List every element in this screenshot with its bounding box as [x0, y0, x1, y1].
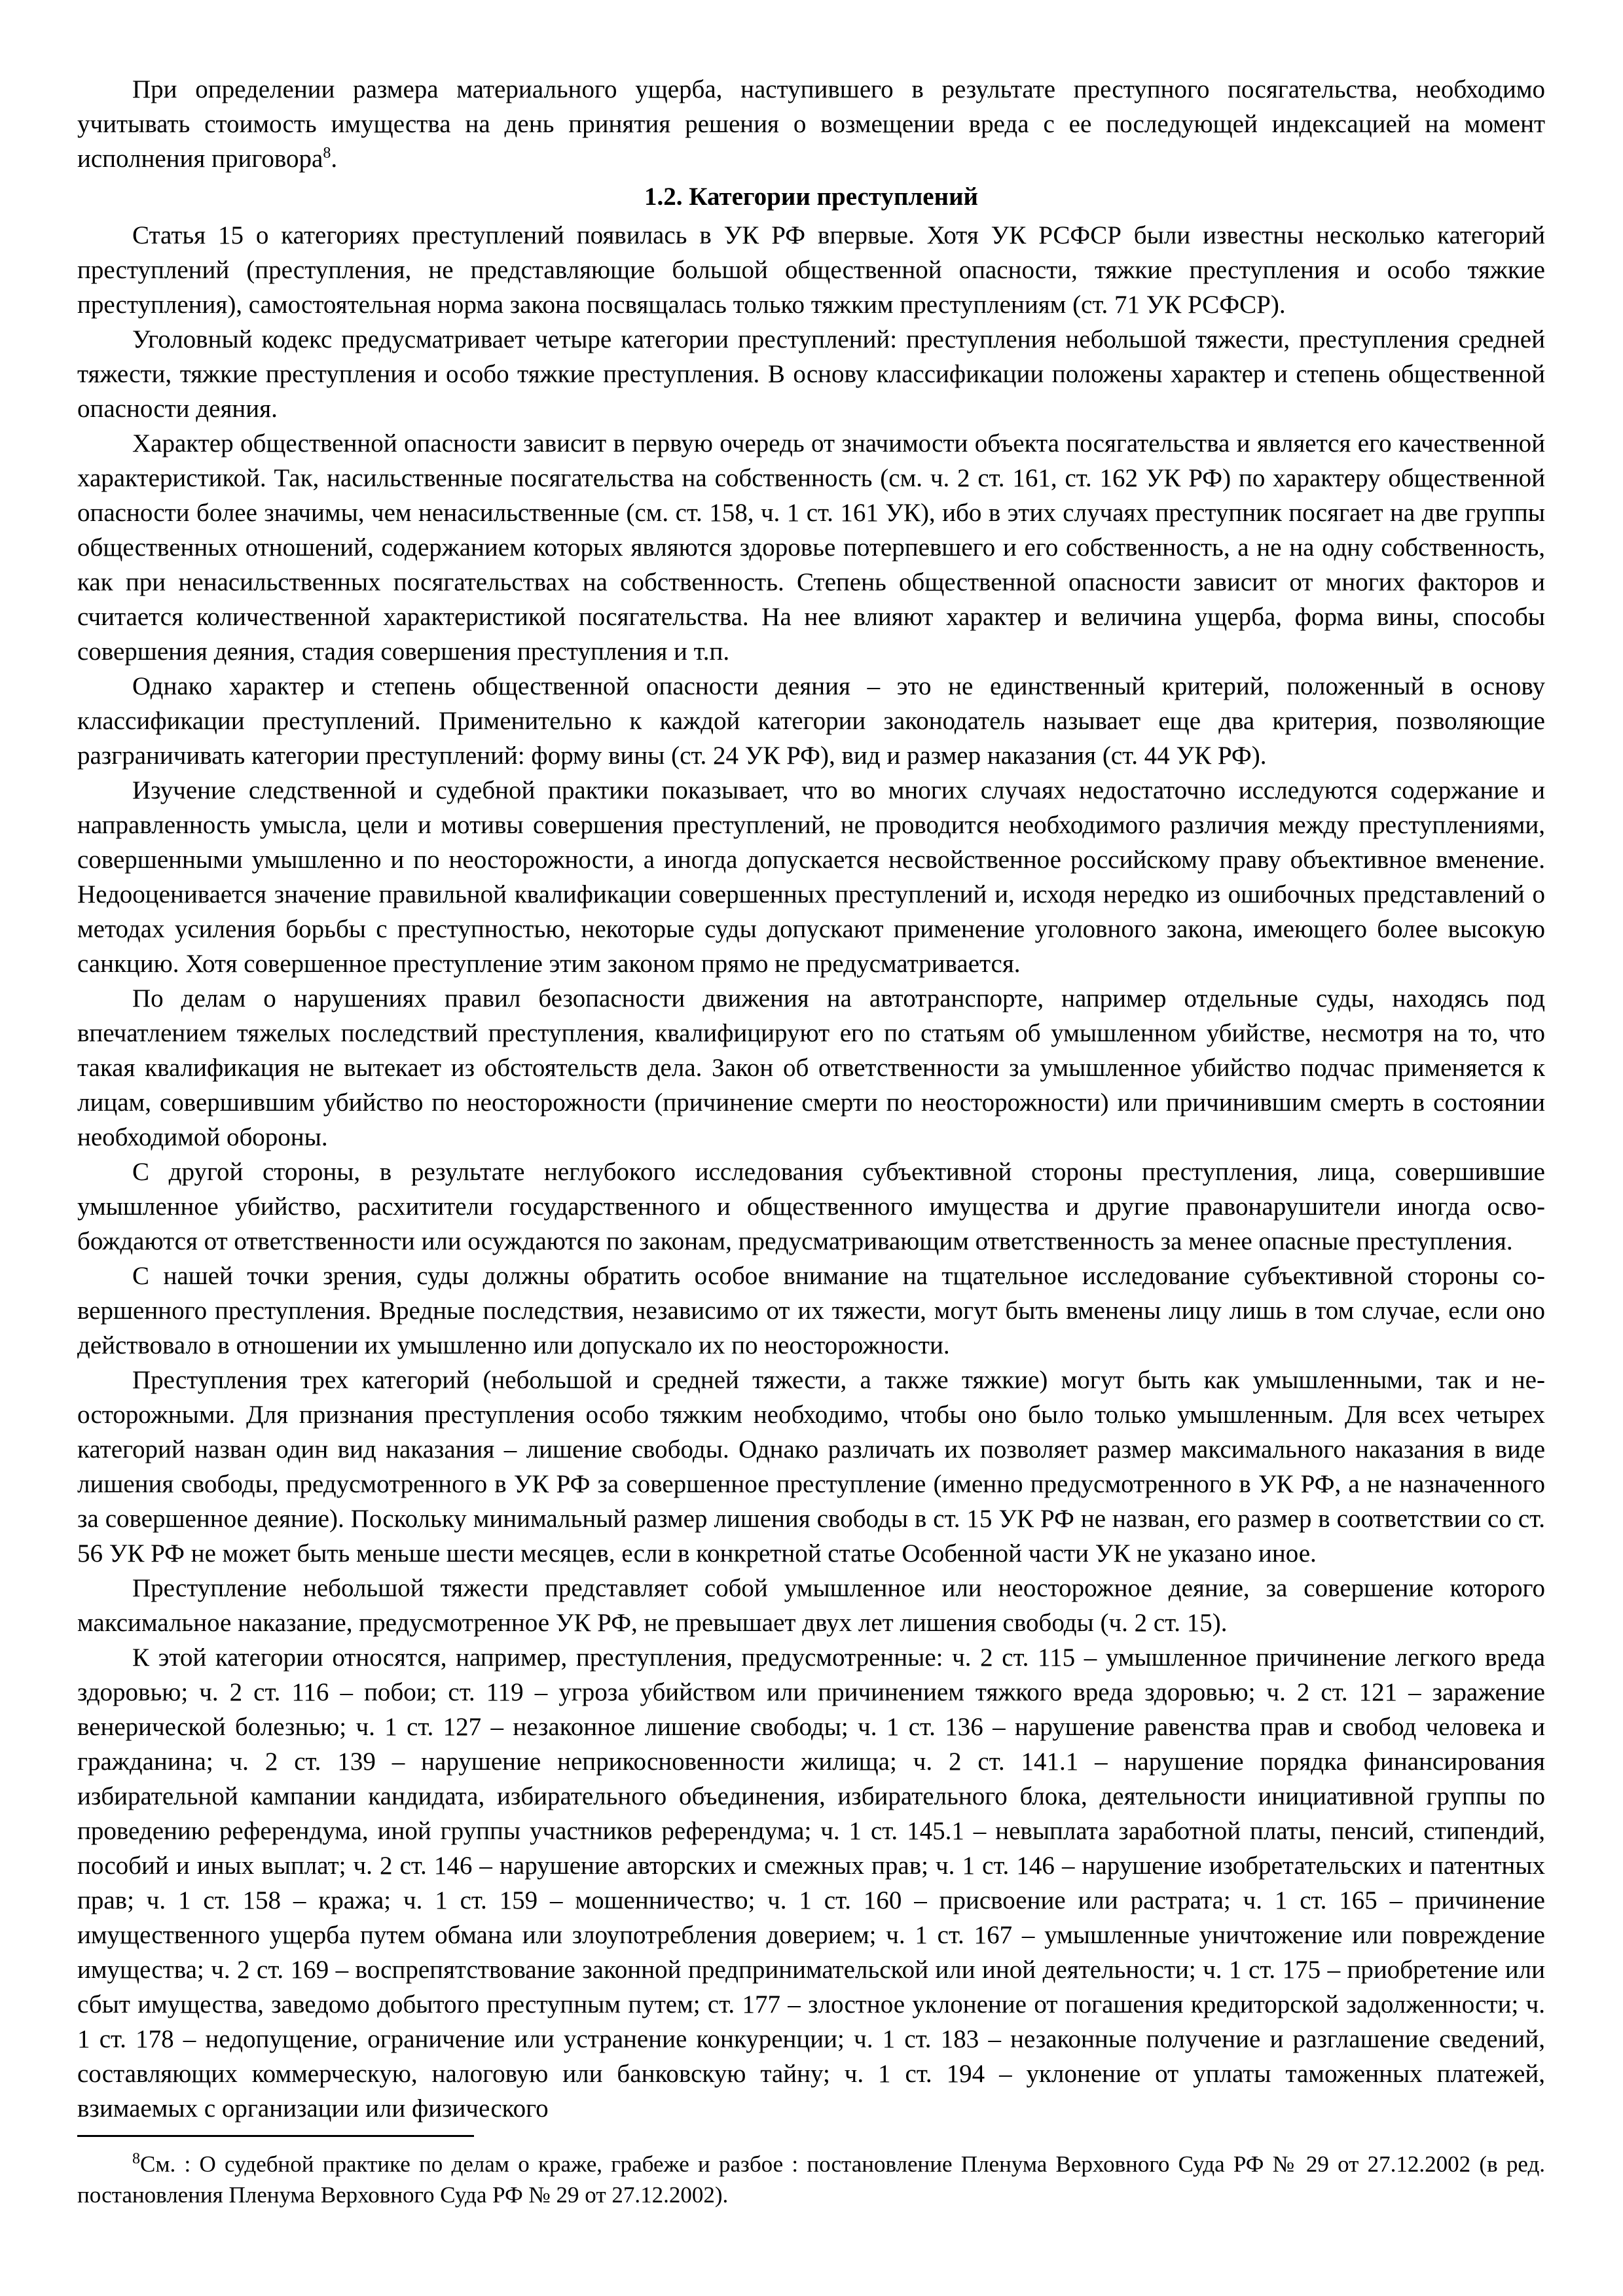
paragraph-text: При определении размера материального ущерба, наступившего в результате преступного посягательства, необходимо учитывать стоимость имущества на день принятия решения о возмещении вреда с ее последующей индексацией на момент исполнения приговора — [77, 75, 1545, 173]
footnote-number: 8 — [132, 2150, 140, 2168]
paragraph-material-damage — [77, 72, 1545, 176]
footnotes-area — [77, 2135, 1545, 2210]
footnote-divider — [77, 2135, 474, 2137]
paragraph-four-categories: Уголовный кодекс предусматривает четыре категории преступлений: преступления небольшой тяжести, преступления средней тяжести, тяжкие преступления и особо тяжкие преступления. В основу классификации положены характер и степень общественной опасности деяния. — [77, 325, 1545, 423]
paragraph-other-side: С другой стороны, в результате неглубокого исследования субъективной стороны преступления, лица, совершившие умышленное убийство, расхитители государственного и общественного имущества и другие правонарушители иногда освобождаются от ответственности или осуждаются по законам, предусматривающим ответственность за менее опасные преступления. — [77, 1158, 1545, 1255]
paragraph-article-15: Статья 15 о категориях преступлений появилась в УК РФ впервые. Хотя УК РСФСР были известны несколько категорий преступлений (преступления, не представляющие большой общественной опасности, тяжкие преступления и особо тяжкие преступления), самостоятельная норма закона посвящалась только тяжким преступлениям (ст. 71 УК РСФСР). — [77, 221, 1545, 319]
paragraph-traffic-cases: По делам о нарушениях правил безопасности движения на автотранспорте, например отдельные суды, находясь под впечатлением тяжелых последствий преступления, квалифицируют его по статьям об умышленном убийстве, несмотря на то, что такая квалификация не вытекает из обстоятельств дела. Закон об ответственности за умышленное убийство подчас применяется к лицам, совершившим убийство по неосторожности (причинение смерти по неосторожности) или причинившим смерть в состоянии необходимой обороны. — [77, 984, 1545, 1151]
footnote-reference[interactable]: 8 — [323, 145, 331, 162]
footnote-item — [77, 2149, 1545, 2210]
paragraph-examples: К этой категории относятся, например, преступления, предусмотренные: ч. 2 ст. 115 – умышленное причинение легкого вреда здоровью; ч. 2 ст. 116 – побои; ст. 119 – угроза убийством или причинением тяжкого вреда здоровью; ч. 2 ст. 121 – заражение венерической болезнью; ч. 1 ст. 127 – незаконное лишение свободы; ч. 1 ст. 136 – нарушение равенства прав и свобод человека и гражданина; ч. 2 ст. 139 – нарушение неприкосновенности жилища; ч. 2 ст. 141.1 – нарушение порядка финансирования избирательной кампании кандидата, избирательного объединения, избирательного блока, деятельности инициативной группы по проведению референдума, иной группы участников референдума; ч. 1 ст. 145.1 – невыплата заработной платы, пенсий, стипендий, пособий и иных выплат; ч. 2 ст. 146 – нарушение авторских и смежных прав; ч. 1 ст. 146 – нарушение изобретательских и патентных прав; ч. 1 ст. 158 – кража; ч. 1 ст. 159 – мошенничество; ч. 1 ст. 160 – присвоение или растрата; ч. 1 ст. 165 – причинение имущественного ущерба путем обмана или злоупотребления доверием; ч. 1 ст. 167 – умышленные уничтожение или повреждение имущества; ч. 2 ст. 169 – воспрепятствование законной предпринимательской или иной деятельности; ч. 1 ст. 175 – приобретение или сбыт имущества, заведомо добытого преступным путем; ст. 177 – злостное уклонение от погашения кредиторской задолженности; ч. 1 ст. 178 – недопущение, ограничение или устранение конкуренции; ч. 1 ст. 183 – незаконные получение и разглашение сведений, составляющих коммерческую, налоговую или банковскую тайну; ч. 1 ст. 194 – уклонение от уплаты таможенных платежей, взимаемых с организации или физического — [77, 1643, 1545, 2123]
paragraph-our-view: С нашей точки зрения, суды должны обратить особое внимание на тщательное исследование субъективной стороны совершенного преступления. Вредные последствия, независимо от их тяжести, могут быть вменены лицу лишь в том случае, если оно действовало в отношении их умышленно или допускало их по неосторожности. — [77, 1262, 1545, 1359]
paragraph-end-punctuation: . — [331, 145, 338, 173]
paragraph-character-of-danger: Характер общественной опасности зависит в первую очередь от значимости объекта посягательства и является его качественной характеристикой. Так, насильственные посягательства на собственность (см. ч. 2 ст. 161, ст. 162 УК РФ) по характеру общественной опасности более значимы, чем ненасильственные (см. ст. 158, ч. 1 ст. 161 УК), ибо в этих случаях преступник посягает на две группы общественных отношений, содержанием которых являются здоровье потерпевшего и его собственность, а не на одну собственность, как при ненасильственных посягательствах на собственность. Степень общественной опасности зависит от многих факторов и считается количественной характеристикой посягательства. На нее влияют характер и величина ущерба, форма вины, способы совершения деяния, стадия совершения преступления и т.п. — [77, 429, 1545, 666]
section-heading: 1.2. Категории преступлений — [644, 183, 979, 211]
footnote-text: См. : О судебной практике по делам о краже, грабеже и разбое : постановление Пленума Верховного Суда РФ № 29 от 27.12.2002 (в ред. постановления Пленума Верховного Суда РФ № 29 от 27.12.2002). — [77, 2151, 1545, 2208]
paragraph-three-categories: Преступления трех категорий (небольшой и средней тяжести, а также тяжкие) могут быть как умышленными, так и неосторожными. Для признания преступления особо тяжким необходимо, чтобы оно было только умышленным. Для всех четырех категорий назван один вид наказания – лишение свободы. Однако различать их позволяет размер максимального наказания в виде лишения свободы, предусмотренного в УК РФ за совершенное преступление (именно предусмотренного в УК РФ, а не назначенного за совершенное деяние). Поскольку минимальный размер лишения свободы в ст. 15 УК РФ не назван, его размер в соответствии со ст. 56 УК РФ не может быть меньше шести месяцев, если в конкретной статье Особенной части УК не указано иное. — [77, 1366, 1545, 1568]
paragraph-judicial-practice: Изучение следственной и судебной практики показывает, что во многих случаях недостаточно исследуются содержание и направленность умысла, цели и мотивы совершения преступлений, не проводится необходимого различия между преступлениями, совершенными умышленно и по неосторожности, а иногда допускается несвойственное российскому праву объективное вменение. Недооценивается значение правильной квалификации совершенных преступлений и, исходя нередко из ошибочных представлений о методах усиления борьбы с преступностью, некоторые суды допускают применение уголовного закона, имеющего более высокую санкцию. Хотя совершенное преступление этим законом прямо не предусматривается. — [77, 776, 1545, 978]
paragraph-minor-gravity: Преступление небольшой тяжести представляет собой умышленное или неосторожное деяние, за совершение которого максимальное наказание, предусмотренное УК РФ, не превышает двух лет лишения свободы (ч. 2 ст. 15). — [77, 1574, 1545, 1637]
paragraph-criteria: Однако характер и степень общественной опасности деяния – это не единственный критерий, положенный в основу классификации преступлений. Применительно к каждой категории законодатель называет еще два критерия, позволяющие разграничивать категории преступлений: форму вины (ст. 24 УК РФ), вид и размер наказания (ст. 44 УК РФ). — [77, 672, 1545, 770]
document-body — [77, 72, 1545, 2126]
